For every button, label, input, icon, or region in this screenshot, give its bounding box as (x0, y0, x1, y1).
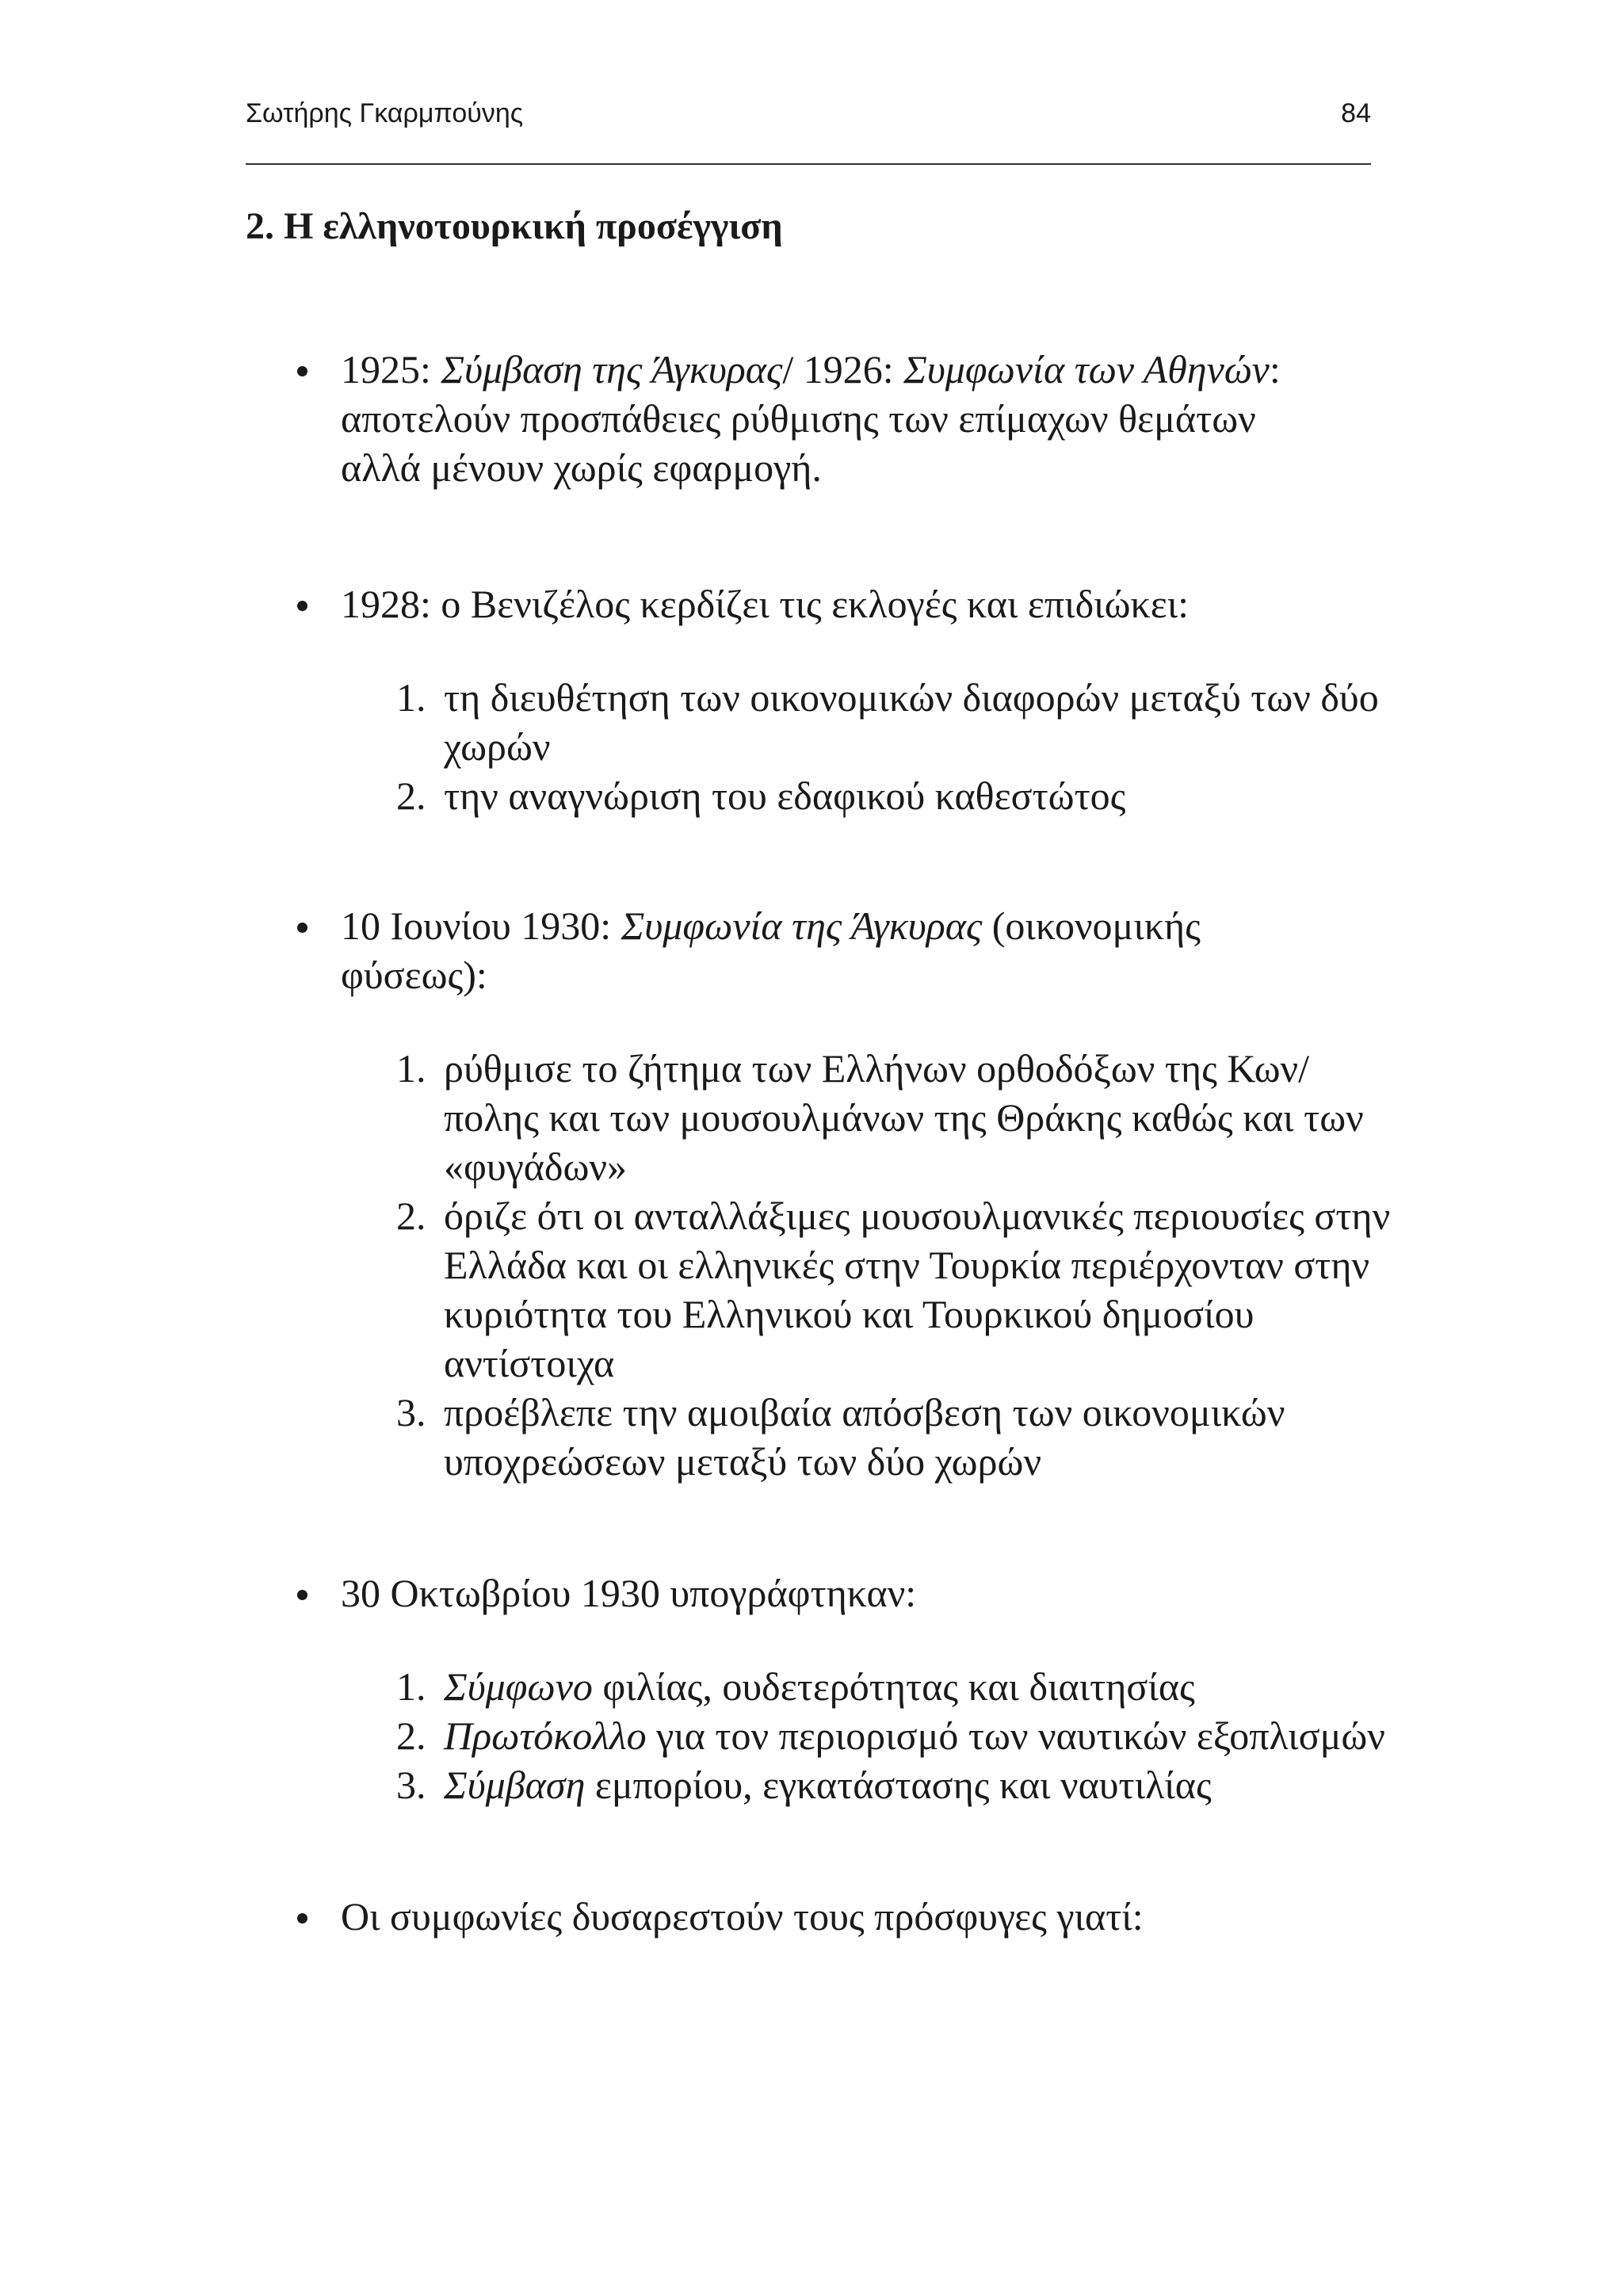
header-rule (246, 163, 1371, 165)
list-item (246, 1191, 1403, 1388)
italic-title: Συμφωνία των Αθηνών (903, 347, 1270, 392)
header-author: Σωτήρης Γκαρμπούνης (246, 98, 524, 128)
bullet-item (246, 901, 1403, 999)
bullet-dot (297, 366, 307, 376)
italic-term: Σύμβαση (444, 1763, 586, 1807)
bullet-item (246, 579, 1403, 628)
bullet-item (246, 1892, 1403, 1941)
page-header (246, 95, 1371, 143)
bullet-text (341, 345, 1339, 492)
list-text: εμπορίου, εγκατάστασης και ναυτιλίας (585, 1763, 1212, 1807)
list-number: 1. (396, 675, 426, 720)
text-run: 1925: (341, 347, 441, 392)
bullet-item (246, 345, 1403, 492)
list-text: προέβλεπε την αμοιβαία απόσβεση των οικονομικών υποχρεώσεων μεταξύ των δύο χωρών (444, 1390, 1285, 1484)
italic-title: Συμφωνία της Άγκυρας (621, 904, 983, 948)
page-content (246, 202, 1403, 1941)
list-number: 1. (396, 1046, 426, 1091)
list-number: 2. (396, 774, 426, 818)
numbered-list (246, 673, 1403, 820)
list-number: 3. (396, 1390, 426, 1435)
list-item (246, 1388, 1403, 1486)
list-number: 1. (396, 1664, 426, 1709)
bullet-dot (297, 1590, 307, 1600)
italic-term: Πρωτόκολλο (444, 1713, 647, 1758)
list-number: 2. (396, 1194, 426, 1238)
numbered-list (246, 1662, 1403, 1809)
list-item (246, 771, 1403, 820)
list-item (246, 1044, 1403, 1191)
italic-term: Σύμφωνο (444, 1664, 593, 1709)
list-number: 2. (396, 1713, 426, 1758)
list-text: ρύθμισε το ζήτημα των Ελλήνων ορθοδόξων της Κων/πολης και των μουσουλμάνων της Θράκης καθώς και των «φυγάδων» (444, 1046, 1364, 1189)
bullet-text (341, 901, 1339, 999)
bullet-dot (297, 1913, 307, 1924)
bullet-text: Οι συμφωνίες δυσαρεστούν τους πρόσφυγες γιατί: (341, 1894, 1144, 1939)
bullet-dot (297, 601, 307, 611)
list-item (246, 1711, 1403, 1760)
list-text: την αναγνώριση του εδαφικού καθεστώτος (444, 774, 1126, 818)
list-text: όριζε ότι οι ανταλλάξιμες μουσουλμανικές περιουσίες στην Ελλάδα και οι ελληνικές στην Τουρκία περιέρχονταν στην κυριότητα του Ελληνικού και Τουρκικού δημοσίου αντίστοιχα (444, 1194, 1391, 1385)
list-item (246, 1760, 1403, 1809)
section-title: 2. Η ελληνοτουρκική προσέγγιση (246, 205, 783, 247)
list-text: φιλίας, ουδετερότητας και διαιτησίας (592, 1664, 1195, 1709)
text-run: : αποτελούν προσπάθειες ρύθμισης των επίμαχων θεμάτων αλλά μένουν χωρίς εφαρμογή. (341, 347, 1281, 490)
list-text: για τον περιορισμό των ναυτικών εξοπλισμών (646, 1713, 1385, 1758)
bullet-text: 1928: ο Βενιζέλος κερδίζει τις εκλογές και επιδιώκει: (341, 582, 1190, 626)
text-run: 10 Ιουνίου 1930: (341, 904, 621, 948)
page-number: 84 (1341, 98, 1371, 128)
numbered-list (246, 1044, 1403, 1486)
bullet-dot (297, 923, 307, 933)
list-number: 3. (396, 1763, 426, 1807)
list-item (246, 673, 1403, 771)
list-text: τη διευθέτηση των οικονομικών διαφορών μεταξύ των δύο χωρών (444, 675, 1379, 769)
bullet-item (246, 1568, 1403, 1618)
text-run: (οικονομικής φύσεως): (341, 904, 1201, 997)
text-run: / 1926: (782, 347, 904, 392)
italic-title: Σύμβαση της Άγκυρας (441, 347, 783, 392)
list-item (246, 1662, 1403, 1711)
bullet-text: 30 Οκτωβρίου 1930 υπογράφτηκαν: (341, 1571, 917, 1615)
